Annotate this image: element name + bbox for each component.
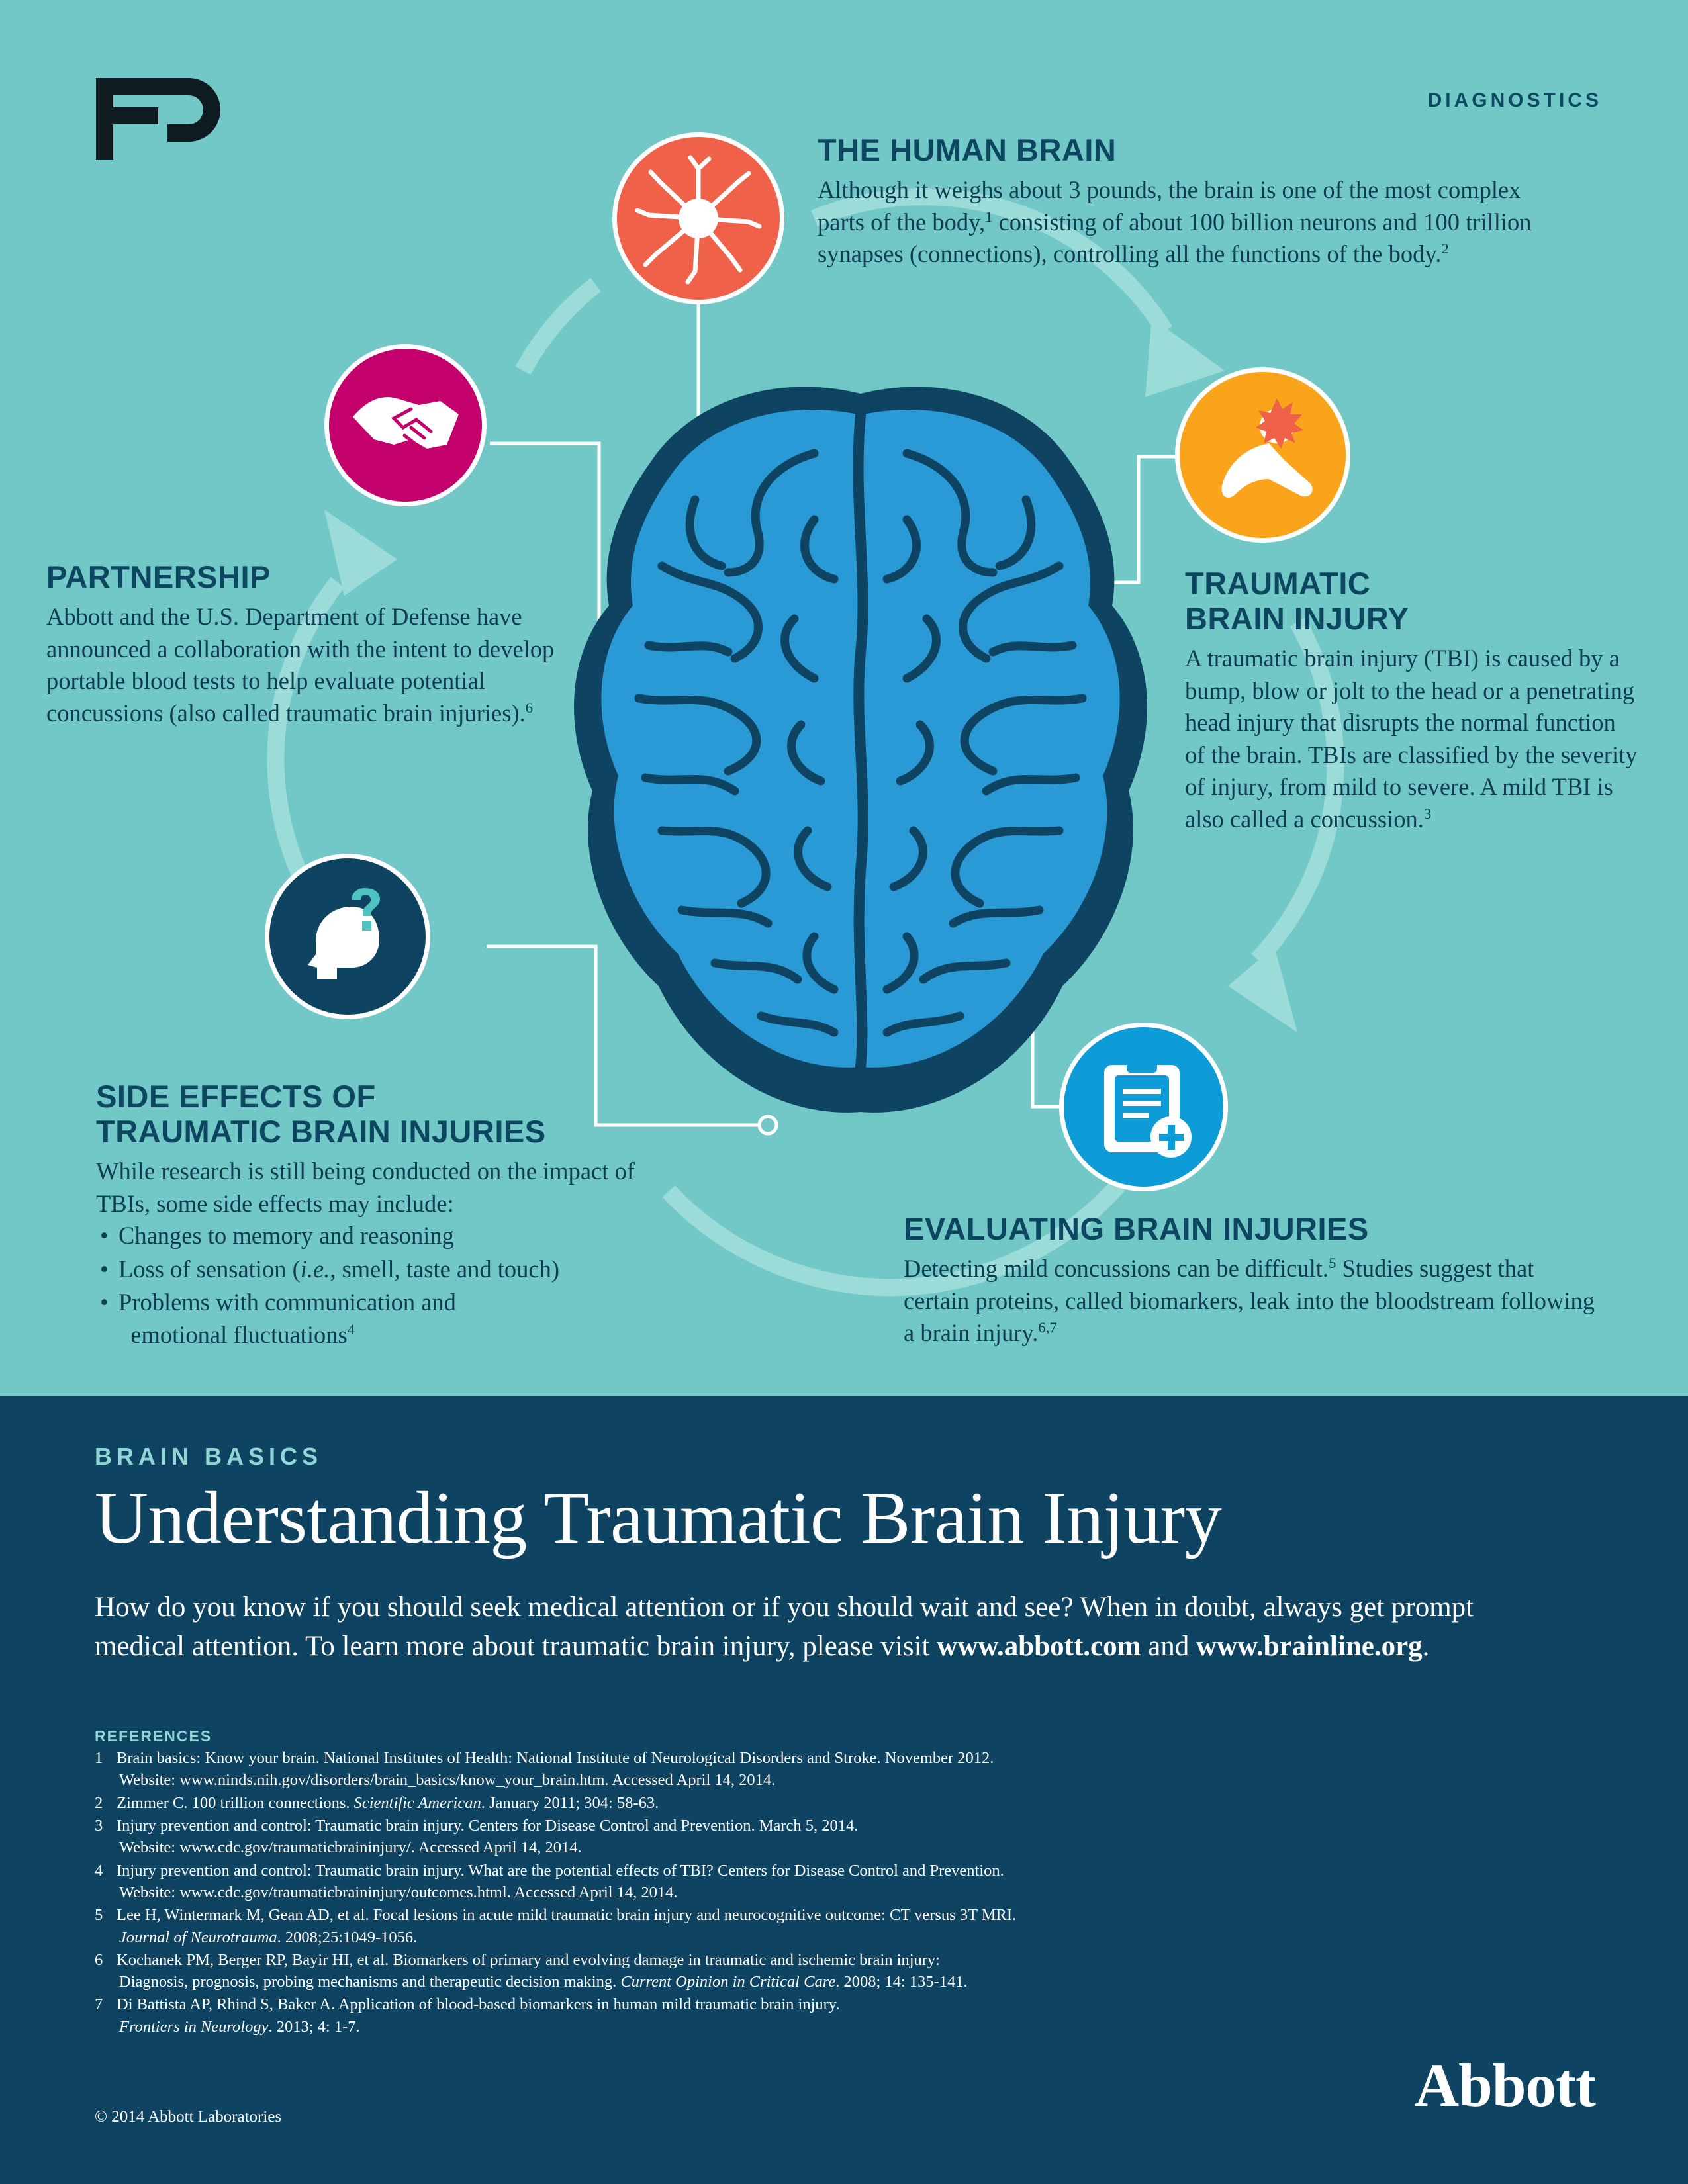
reference-subtext: Website: www.ninds.nih.gov/disorders/brain_basics/know_your_brain.htm. Accessed April 14, 2014. xyxy=(119,1771,776,1790)
reference-item xyxy=(95,1904,1352,1948)
tbi-title-line2: BRAIN INJURY xyxy=(1185,601,1409,637)
side-effects-title-line1: SIDE EFFECTS OF xyxy=(96,1079,376,1114)
reference-number: 3 xyxy=(95,1816,103,1835)
reference-item xyxy=(95,1993,1352,2038)
list-item: • Problems with communication and emotional fluctuations$^4$ xyxy=(118,1287,692,1351)
human-brain-title: THE HUMAN BRAIN xyxy=(818,132,1117,167)
head-question-icon xyxy=(265,854,430,1019)
reference-number: 1 xyxy=(95,1749,103,1767)
reference-subtext: Journal of Neurotrauma. 2008;25:1049-1056. xyxy=(119,1928,418,1946)
side-effects-intro: While research is still being conducted on the impact of TBIs, some side effects may include: xyxy=(96,1158,635,1217)
brain-basics-kicker: BRAIN BASICS xyxy=(95,1443,323,1470)
references-heading: REFERENCES xyxy=(95,1727,212,1745)
side-effects-list xyxy=(96,1220,692,1351)
evaluating-body: Detecting mild concussions can be difficult.$^5$ Studies suggest that certain proteins, called biomarkers, leak into the bloodstream following a brain injury.$^{6,7}$ xyxy=(904,1254,1595,1347)
head-impact-icon xyxy=(1175,367,1350,543)
side-effects-title xyxy=(96,1079,692,1149)
partnership-body: Abbott and the U.S. Department of Defense have announced a collaboration with the intent to develop portable blood tests to help evaluate potential concussions (also called traumatic brain injuries).$^6$ xyxy=(46,603,555,727)
human-brain-body: Although it weighs about 3 pounds, the brain is one of the most complex parts of the body,$^1$ consisting of about 100 billion neurons and 100 trillion synapses (connections), controlling all the functions of the body.$^2$ xyxy=(818,176,1532,268)
reference-item xyxy=(95,1792,1352,1814)
reference-text: Lee H, Wintermark M, Gean AD, et al. Focal lesions in acute mild traumatic brain injury and neurocognitive outcome: CT versus 3T MRI. xyxy=(117,1906,1017,1925)
footer-lede-text: How do you know if you should seek medical attention or if you should wait and see? When in doubt, always get prompt medical attention. To learn more about traumatic brain injury, please visit xyxy=(95,1592,1474,1662)
footer-lede-and: and xyxy=(1141,1630,1197,1662)
partnership-title: PARTNERSHIP xyxy=(46,559,271,594)
copyright-text: © 2014 Abbott Laboratories xyxy=(95,2108,282,2126)
neuron-icon xyxy=(612,132,784,304)
references-list xyxy=(95,1747,1352,2038)
reference-text: Injury prevention and control: Traumatic brain injury. Centers for Disease Control and Prevention. March 5, 2014. xyxy=(117,1816,859,1835)
section-traumatic-brain-injury xyxy=(1185,566,1642,835)
reference-text: Brain basics: Know your brain. National Institutes of Health: National Institute of Neurological Disorders and Stroke. November 2012. xyxy=(117,1749,994,1767)
section-evaluating xyxy=(904,1211,1599,1349)
reference-number: 4 xyxy=(95,1861,103,1880)
handshake-icon xyxy=(324,344,487,506)
tbi-title xyxy=(1185,566,1642,636)
reference-text: Injury prevention and control: Traumatic brain injury. What are the potential effects of TBI? Centers for Disease Control and Prevention. xyxy=(117,1861,1004,1880)
abbott-link[interactable]: www.abbott.com xyxy=(937,1630,1141,1662)
section-human-brain xyxy=(818,132,1546,271)
abbott-wordmark: Abbott xyxy=(1414,2052,1595,2120)
evaluating-title: EVALUATING BRAIN INJURIES xyxy=(904,1211,1369,1246)
brain-illustration xyxy=(530,367,1192,1142)
reference-subtext: Website: www.cdc.gov/traumaticbraininjury/outcomes.html. Accessed April 14, 2014. xyxy=(119,1883,678,1901)
reference-item xyxy=(95,1860,1352,1904)
footer-lede xyxy=(95,1588,1518,1666)
reference-text: Kochanek PM, Berger RP, Bayir HI, et al. Biomarkers of primary and evolving damage in traumatic and ischemic brain injury: xyxy=(117,1950,940,1969)
clipboard-plus-icon xyxy=(1059,1023,1228,1191)
list-item: • Loss of sensation (i.e., smell, taste and touch) xyxy=(118,1253,692,1286)
footer-lede-end: . xyxy=(1422,1630,1430,1662)
side-effects-title-line2: TRAUMATIC BRAIN INJURIES xyxy=(96,1114,546,1150)
tbi-title-line1: TRAUMATIC xyxy=(1185,566,1371,601)
reference-item xyxy=(95,1815,1352,1859)
bottom-navy-section xyxy=(0,1396,1688,2184)
tbi-body: A traumatic brain injury (TBI) is caused by a bump, blow or jolt to the head or a penetrating head injury that disrupts the normal function of the brain. TBIs are classified by the severity of injury, from mild to severe. A mild TBI is also called a concussion.$^3$ xyxy=(1185,645,1638,833)
section-partnership xyxy=(46,559,569,729)
reference-number: 7 xyxy=(95,1995,103,2014)
reference-item xyxy=(95,1949,1352,1993)
reference-item xyxy=(95,1747,1352,1792)
reference-text: Zimmer C. 100 trillion connections. Scientific American. January 2011; 304: 58-63. xyxy=(117,1794,659,1812)
reference-subtext: Website: www.cdc.gov/traumaticbraininjury/. Accessed April 14, 2014. xyxy=(119,1839,582,1857)
reference-text: Di Battista AP, Rhind S, Baker A. Application of blood-based biomarkers in human mild traumatic brain injury. xyxy=(117,1995,840,2014)
brainline-link[interactable]: www.brainline.org xyxy=(1196,1630,1423,1662)
abbott-logo-icon xyxy=(89,73,225,165)
reference-number: 6 xyxy=(95,1950,103,1969)
reference-number: 2 xyxy=(95,1794,103,1812)
diagnostics-label: DIAGNOSTICS xyxy=(1427,89,1602,111)
reference-number: 5 xyxy=(95,1906,103,1925)
section-side-effects xyxy=(96,1079,692,1352)
list-item: • Changes to memory and reasoning xyxy=(118,1220,692,1252)
page-title: Understanding Traumatic Brain Injury xyxy=(95,1477,1222,1559)
reference-subtext: Frontiers in Neurology. 2013; 4: 1-7. xyxy=(119,2017,360,2036)
reference-subtext: Diagnosis, prognosis, probing mechanisms and therapeutic decision making. Current Opinion in Critical Care. 2008; 14: 135-141. xyxy=(119,1973,968,1991)
